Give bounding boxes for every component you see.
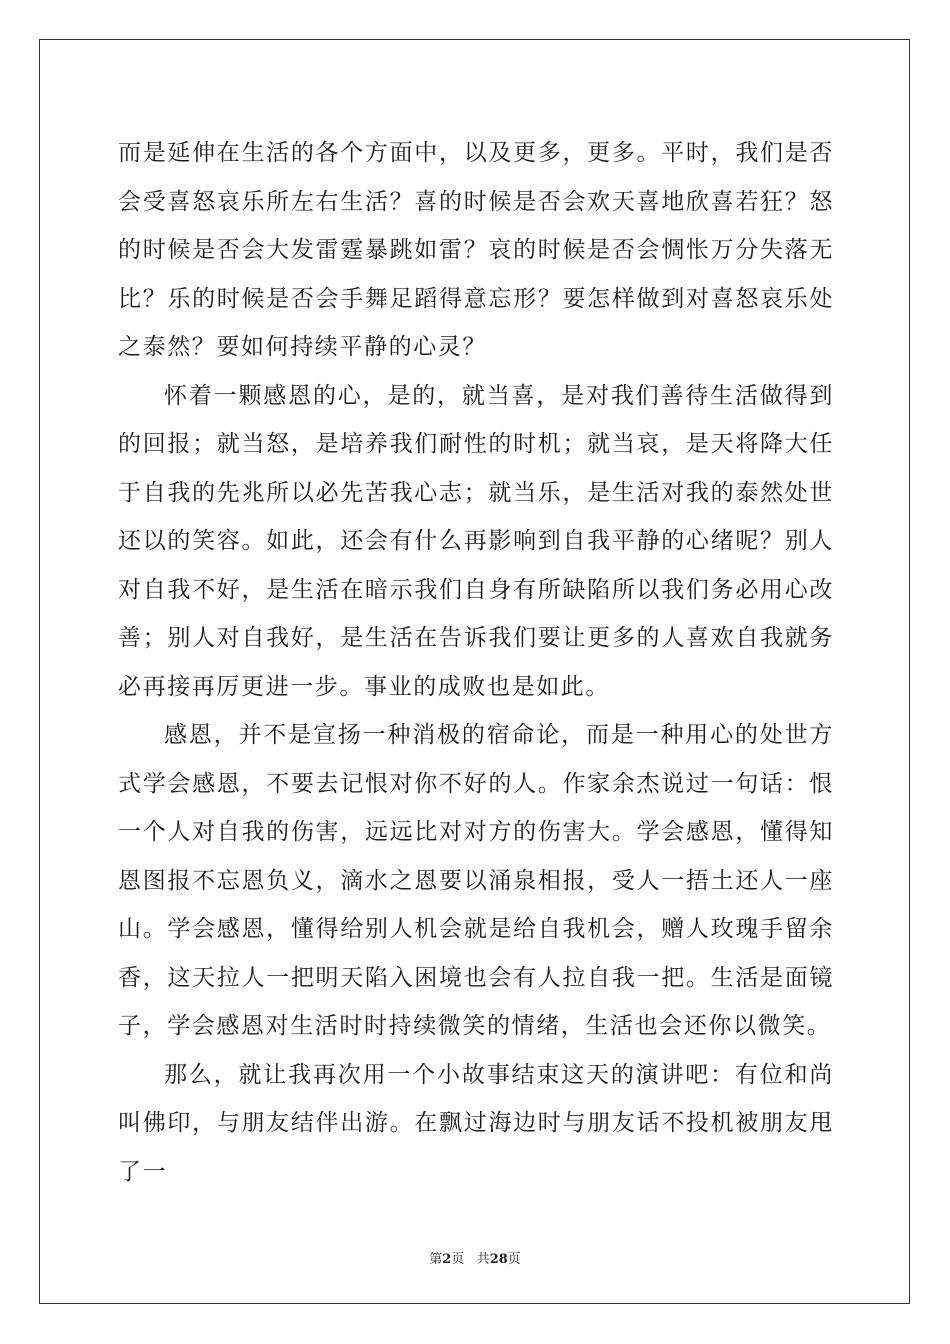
footer-total-unit: 页 bbox=[507, 1252, 521, 1267]
paragraph-2: 怀着一颗感恩的心，是的，就当喜，是对我们善待生活做得到的回报；就当怒，是培养我们耐性的时机；就当哀，是天将降大任于自我的先兆所以必先苦我心志；就当乐，是生活对我的泰然处世还以的笑容。如此，还会有什么再影响到自我平静的心绪呢？别人对自我不好，是生活在暗示我们自身有所缺陷所以我们务必用心改善；别人对自我好，是生活在告诉我们要让更多的人喜欢自我就务必再接再厉更进一步。事业的成败也是如此。 bbox=[118, 382, 834, 700]
footer-page-unit: 页 bbox=[451, 1252, 465, 1267]
document-body bbox=[118, 129, 834, 1196]
paragraph-3: 感恩，并不是宣扬一种消极的宿命论，而是一种用心的处世方式学会感恩，不要去记恨对你不好的人。作家余杰说过一句话：恨一个人对自我的伤害，远远比对对方的伤害大。学会感恩，懂得知恩图报不忘恩负义，滴水之恩要以涌泉相报，受人一捂土还人一座山。学会感恩，懂得给别人机会就是给自我机会，赠人玫瑰手留余香，这天拉人一把明天陷入困境也会有人拉自我一把。生活是面镜子，学会感恩对生活时时持续微笑的情绪，生活也会还你以微笑。 bbox=[118, 722, 834, 1039]
paragraph-4: 那么，就让我再次用一个小故事结束这天的演讲吧：有位和尚叫佛印，与朋友结伴出游。在飘过海边时与朋友话不投机被朋友甩了一 bbox=[118, 1061, 834, 1185]
current-page-number: 2 bbox=[442, 1252, 452, 1267]
footer-total-prefix: 共 bbox=[476, 1252, 490, 1267]
total-page-count: 28 bbox=[489, 1252, 508, 1267]
footer-prefix: 第 bbox=[429, 1252, 443, 1267]
page-footer bbox=[0, 1248, 950, 1267]
paragraph-1: 而是延伸在生活的各个方面中，以及更多，更多。平时，我们是否会受喜怒哀乐所左右生活？喜的时候是否会欢天喜地欣喜若狂？怒的时候是否会大发雷霆暴跳如雷？哀的时候是否会惆怅万分失落无比？乐的时候是否会手舞足蹈得意忘形？要怎样做到对喜怒哀乐处之泰然？要如何持续平静的心灵？ bbox=[118, 140, 834, 360]
